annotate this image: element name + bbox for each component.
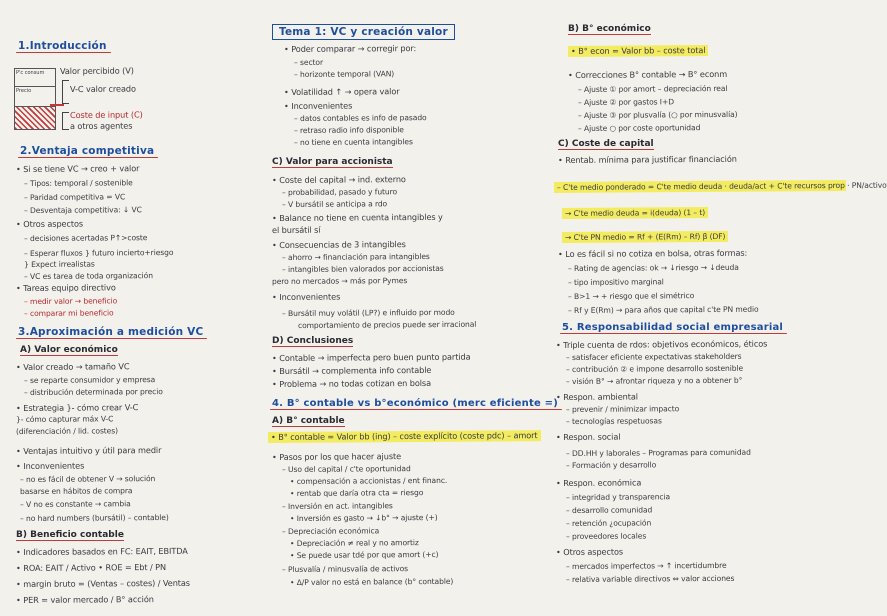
- highlight-formula: • B° econ = Valor bb – coste total: [568, 45, 709, 57]
- subheading-b-economico: B) B° económico: [568, 24, 651, 34]
- note-line: • Respon. ambiental: [555, 391, 638, 402]
- note-line: • Inconvenientes: [271, 291, 341, 302]
- highlight-formula: • B° contable = Valor bb (ing) – coste explícito (coste pdc) – amort: [268, 430, 541, 443]
- note-line: – Uso del capital / c'te oportunidad: [281, 464, 411, 474]
- note-line: – Inversión en act. intangibles: [281, 501, 393, 511]
- note-line: • Coste del capital → ind. externo: [271, 174, 406, 185]
- note-line: • PER = valor mercado / B° acción: [15, 594, 154, 605]
- note-line: • Depreciación ≠ real y no amortiz: [289, 538, 419, 548]
- note-line: basarse en hábitos de compra: [19, 486, 133, 496]
- note-line: }- cómo capturar máx V-C: [15, 414, 114, 424]
- note-line: – V bursátil se anticipa a rdo: [281, 199, 388, 209]
- diagram-label: V-C valor creado: [69, 83, 136, 94]
- note-line: – Rating de agencias: ok → ↓riesgo → ↓deuda: [567, 262, 739, 273]
- note-line: • Indicadores basados en FC: EAIT, EBITDA: [15, 545, 188, 557]
- diagram-cell-cost: [15, 107, 55, 129]
- note-line: • Consecuencias de 3 intangibles: [271, 239, 406, 250]
- note-line: • Lo es fácil si no cotiza en bolsa, otras formas:: [557, 247, 748, 259]
- note-line: – Ajuste ② por gastos I+D: [577, 97, 674, 107]
- note-line: – retraso radio info disponible: [293, 125, 404, 135]
- heading-contable-vs-economico: 4. B° contable vs b°económico (merc eficiente =): [272, 398, 558, 409]
- note-line: • Estrategia }- cómo crear V-C: [15, 402, 139, 413]
- note-line: • Rentab. mínima para justificar financiación: [557, 153, 737, 165]
- note-line: • Valor creado → tamaño VC: [15, 361, 130, 372]
- note-line: – mercados imperfectos → ↑ incertidumbre: [565, 560, 727, 571]
- heading-ventaja-competitiva: 2.Ventaja competitiva: [20, 145, 155, 157]
- note-line: – retención ¿ocupación: [565, 518, 652, 528]
- note-line: – Rf y E(Rm) → para años que capital c'te PN medio: [567, 304, 759, 315]
- note-line: – relativa variable directivos ⇔ valor acciones: [565, 573, 735, 584]
- note-line: – intangibles bien valorados por accionistas: [281, 263, 444, 274]
- note-line: – DD.HH y laborales – Programas para comunidad: [565, 447, 751, 458]
- note-line: – tipo impositivo marginal: [567, 277, 664, 287]
- note-line: • Triple cuenta de rdos: objetivos económicos, éticos: [555, 338, 768, 350]
- note-line: el bursátil sí: [271, 224, 321, 235]
- subheading-coste-capital: C) Coste de capital: [558, 139, 654, 149]
- note-line: – Ajuste ○ por coste oportunidad: [577, 123, 701, 133]
- heading-tema-1: Tema 1: VC y creación valor: [272, 24, 455, 40]
- note-line: – integridad y transparencia: [565, 492, 671, 502]
- note-line: • Contable → imperfecta pero buen punto partida: [271, 351, 471, 363]
- note-line: – prevenir / minimizar impacto: [565, 404, 680, 414]
- note-line: – se reparte consumidor y empresa: [23, 375, 156, 385]
- note-line: • Bursátil → complementa info contable: [271, 364, 432, 376]
- note-line: • rentab que daría otra cta = riesgo: [289, 488, 424, 498]
- subheading-conclusiones: D) Conclusiones: [272, 336, 354, 346]
- note-line: – Ajuste ③ por plusvalía (○ por minusvalía): [577, 109, 738, 120]
- note-line: – contribución ② e impone desarrollo sostenible: [565, 363, 744, 374]
- diagram-label: Valor percibido (V): [59, 65, 134, 76]
- note-line: • Respon. económica: [555, 477, 642, 488]
- heading-responsabilidad-social: 5. Responsabilidad social empresarial: [562, 322, 784, 333]
- diagram-label: Coste de input (C): [69, 109, 143, 120]
- highlight-formula: – C'te medio ponderado = C'te medio deuda · deuda/act + C'te recursos prop · PN/activo: [554, 180, 846, 193]
- note-line: • Inversión es gasto → ↓b° → ajuste (+): [289, 512, 438, 523]
- note-line: • ROA: EAIT / Activo • ROE = Ebt / PN: [15, 561, 167, 573]
- note-line: comportamiento de precios puede ser irracional: [297, 319, 477, 330]
- note-line: – tecnologías respetuosas: [565, 416, 662, 426]
- heading-introduccion: 1.Introducción: [18, 40, 107, 52]
- note-line: • Inconvenientes: [283, 100, 353, 111]
- highlight-formula: → C'te PN medio = Rf + (E(Rm) – Rf) β (DF): [562, 231, 728, 243]
- note-line: – Ajuste ① por amort – depreciación real: [577, 83, 728, 94]
- note-line: – distribución determinada por precio: [23, 387, 163, 397]
- note-line: – probabilidad, pasado y futuro: [281, 187, 398, 197]
- note-line: – satisfacer eficiente expectativas stakeholders: [565, 351, 742, 362]
- subheading-b-contable: A) B° contable: [272, 416, 345, 426]
- value-diagram: [14, 68, 56, 130]
- note-line: – sector: [293, 57, 323, 67]
- diagram-label: a otros agentes: [69, 120, 133, 131]
- note-line: – no hard numbers (bursátil) – contable): [19, 512, 169, 523]
- note-line: • Ventajas intuitivo y útil para medir: [15, 444, 162, 456]
- note-line: – VC es tarea de toda organización: [23, 271, 153, 281]
- note-line: } Expect irrealistas: [23, 259, 95, 269]
- note-line: – Depreciación económica: [281, 526, 380, 536]
- note-line: – decisiones acertadas P↑>coste: [23, 233, 148, 243]
- note-line: – proveedores locales: [565, 531, 647, 541]
- diagram-cell-price: Precio: [15, 87, 55, 107]
- diagram-cell-consumer: P'c consum: [15, 69, 55, 87]
- note-line: (diferenciación / lid. costes): [15, 426, 118, 436]
- note-line: – datos contables es info de pasado: [293, 113, 427, 123]
- bracket-value: [62, 80, 69, 104]
- note-line: • compensación a accionistas / ent financ.: [289, 475, 448, 486]
- note-line: – no es fácil de obtener V → solución: [19, 474, 156, 484]
- note-line: – visión B° → afrontar riqueza y no a obtener b°: [565, 375, 743, 386]
- subheading-valor-economico: A) Valor económico: [20, 345, 118, 355]
- note-line: • Problema → no todas cotizan en bolsa: [271, 377, 432, 389]
- note-line: • Correcciones B° contable → B° econm: [567, 68, 728, 80]
- note-line: – Esperar fluxos } futuro incierto+riesgo: [23, 247, 174, 258]
- note-line: – Tipos: temporal / sostenible: [23, 178, 133, 188]
- note-line: – Formación y desarrollo: [565, 460, 657, 470]
- note-line: – comparar mi beneficio: [23, 308, 114, 318]
- subheading-valor-accionista: C) Valor para accionista: [272, 157, 393, 167]
- note-line: • Volatilidad ↑ → opera valor: [283, 86, 400, 97]
- note-line: – Bursátil muy volátil (LP?) e influido por modo: [281, 307, 455, 318]
- note-line: • Tareas equipo directivo: [15, 282, 116, 293]
- bracket-cost: [62, 112, 69, 130]
- note-line: – Plusvalía / minusvalía de activos: [281, 564, 409, 574]
- note-line: • margin bruto = (Ventas – costes) / Ventas: [15, 577, 190, 589]
- note-line: • Balance no tiene en cuenta intangibles y: [271, 211, 443, 223]
- note-line: – medir valor → beneficio: [23, 296, 118, 306]
- highlight-formula: → C'te medio deuda = i(deuda) (1 – t): [562, 207, 708, 219]
- heading-aproximacion-medicion: 3.Aproximación a medición VC: [18, 326, 204, 338]
- note-line: • Pasos por los que hacer ajuste: [271, 451, 402, 462]
- note-line: pero no mercados → más por Pymes: [271, 276, 408, 286]
- note-line: • Otros aspectos: [15, 218, 84, 229]
- note-line: • Poder comparar → corregir por:: [283, 43, 417, 54]
- note-line: • Otros aspectos: [555, 546, 624, 557]
- note-line: • Se puede usar tdé por que amort (+c): [289, 549, 439, 560]
- note-line: • Si se tiene VC → creo + valor: [15, 163, 140, 174]
- note-line: – Paridad competitiva = VC: [23, 192, 126, 202]
- note-line: – no tiene en cuenta intangibles: [293, 137, 413, 147]
- note-line: – ahorro → financiación para intangibles: [281, 251, 430, 262]
- note-line: • Inconvenientes: [15, 460, 85, 471]
- note-line: – horizonte temporal (VAN): [293, 69, 395, 79]
- subheading-beneficio-contable: B) Beneficio contable: [16, 530, 124, 540]
- note-line: • Respon. social: [555, 431, 621, 442]
- note-line: – V no es constante → cambia: [19, 499, 131, 509]
- note-line: • Δ/P valor no está en balance (b° contable): [289, 576, 454, 587]
- note-line: – B>1 → + riesgo que el simétrico: [567, 291, 695, 301]
- note-line: – Desventaja competitiva: ↓ VC: [23, 205, 142, 215]
- note-line: – desarrollo comunidad: [565, 505, 653, 515]
- arrow-mark: [50, 104, 64, 106]
